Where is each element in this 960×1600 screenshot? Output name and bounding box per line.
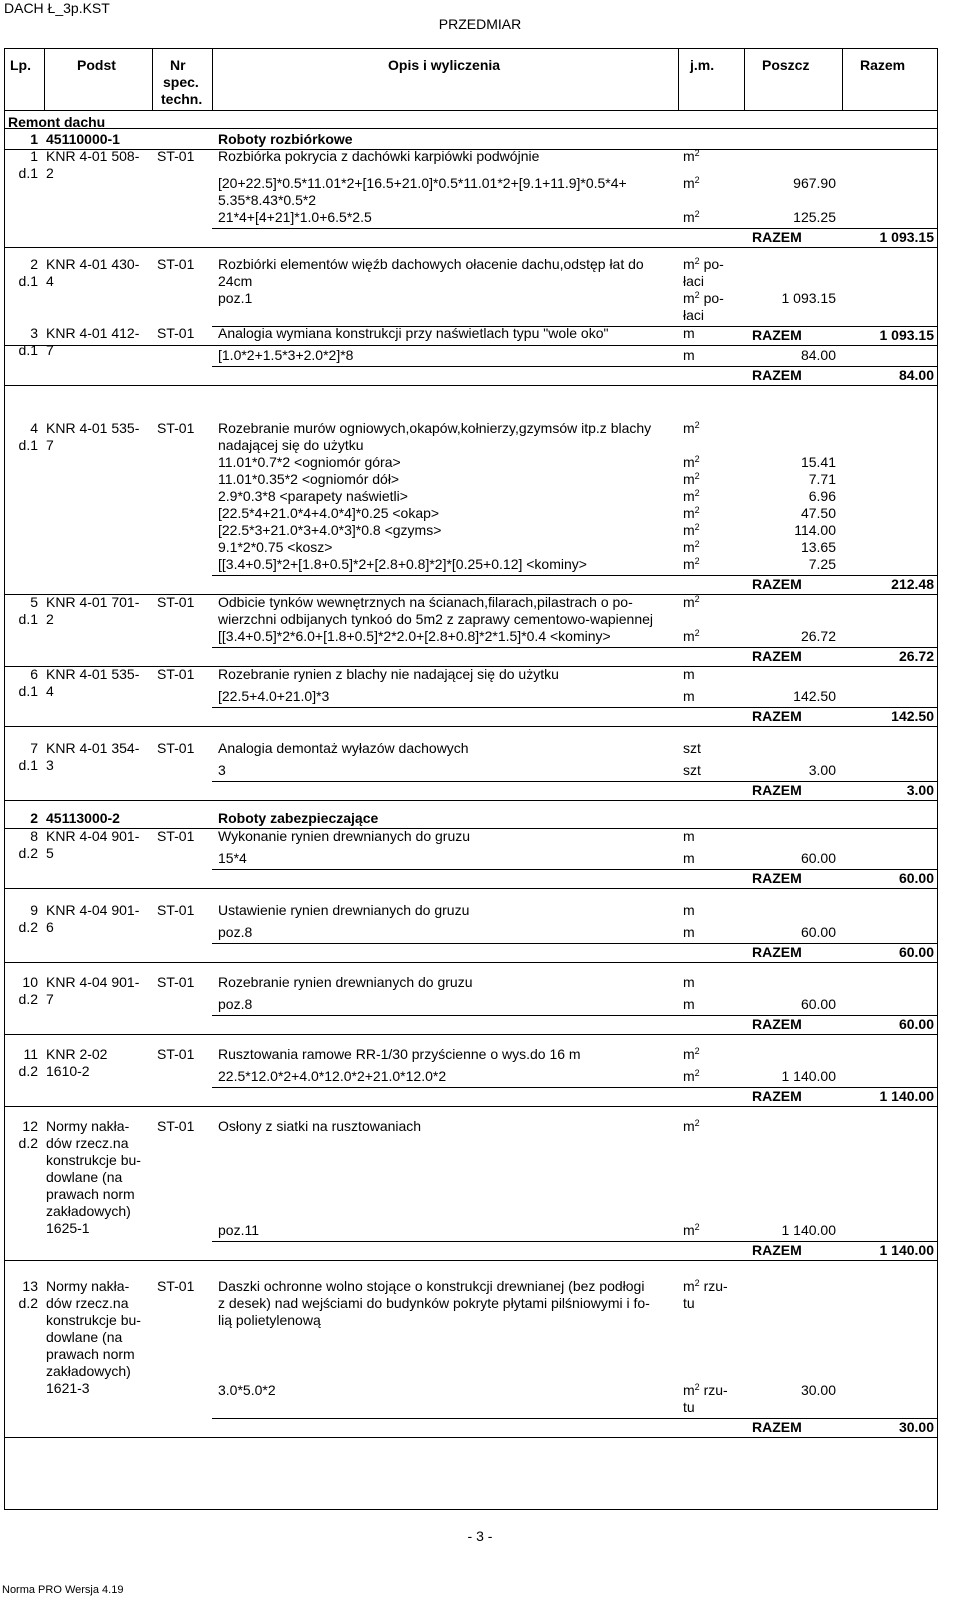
razem-label: RAZEM [752, 367, 802, 383]
razem-value: 84.00 [898, 367, 934, 383]
item-lp: 10 [22, 974, 38, 990]
item-lp: 13 [22, 1278, 38, 1294]
calc-text: 21*4+[4+21]*1.0+6.5*2.5 [218, 209, 372, 225]
item-spec: ST-01 [157, 666, 195, 682]
razem-label: RAZEM [752, 1242, 802, 1258]
calc-unit: m [683, 996, 695, 1012]
calc-unit: m [683, 850, 695, 866]
item-lp: d.2 [18, 1295, 38, 1311]
column-divider [152, 48, 153, 110]
razem-value: 26.72 [898, 648, 934, 664]
razem-label: RAZEM [752, 576, 802, 592]
row-divider [4, 1034, 938, 1035]
item-podstawa: konstrukcje bu- [46, 1152, 141, 1168]
item-spec: ST-01 [157, 1046, 195, 1062]
row-divider [212, 1015, 938, 1016]
calc-unit: $m^2$ [683, 628, 700, 644]
row-divider [4, 888, 938, 889]
item-podstawa: Normy nakła- [46, 1118, 130, 1134]
item-description: Rusztowania ramowe RR-1/30 przyścienne o wys.do 16 m [218, 1046, 581, 1062]
column-divider [678, 48, 679, 110]
calc-text: [[3.4+0.5]*2+[1.8+0.5]*2+[2.8+0.8]*2]*[0.25+0.12] <kominy> [218, 556, 587, 572]
razem-value: 60.00 [898, 870, 934, 886]
header-jm: j.m. [690, 57, 715, 73]
item-podstawa: 7 [46, 991, 54, 1007]
item-description: lią polietylenową [218, 1312, 321, 1328]
item-podstawa: 2 [46, 611, 54, 627]
item-unit: $m^2$ [683, 148, 700, 164]
item-spec: ST-01 [157, 594, 195, 610]
item-podstawa: konstrukcje bu- [46, 1312, 141, 1328]
item-lp: d.1 [18, 342, 38, 358]
item-podstawa: KNR 4-04 901- [46, 828, 140, 844]
calc-unit: szt [683, 762, 701, 778]
calc-unit-cont: tu [683, 1399, 695, 1415]
calc-unit: $m^2$ po- [683, 290, 724, 306]
razem-label: RAZEM [752, 782, 802, 798]
item-podstawa: 7 [46, 342, 54, 358]
calc-unit: $m^2$ [683, 454, 700, 470]
calc-value: 967.90 [793, 175, 836, 191]
item-podstawa: KNR 4-01 354- [46, 740, 140, 756]
calc-value: 114.00 [794, 522, 836, 538]
item-spec: ST-01 [157, 828, 195, 844]
item-unit-cont: łaci [683, 273, 705, 289]
item-description: z desek) nad wejściami do budynków pokryte płytami pilśniowymi i fo- [218, 1295, 650, 1311]
calc-value: 84.00 [800, 347, 836, 363]
razem-label: RAZEM [752, 229, 802, 245]
razem-value: 142.50 [891, 708, 934, 724]
header-poszcz: Poszcz [762, 57, 810, 73]
item-podstawa: 1621-3 [46, 1380, 90, 1396]
item-lp: 1 [30, 148, 38, 164]
row-divider [4, 800, 938, 801]
row-divider [212, 869, 938, 870]
razem-value: 30.00 [898, 1419, 934, 1435]
row-divider [212, 1087, 938, 1088]
item-unit: szt [683, 740, 701, 756]
group-code: 45110000-1 [46, 131, 120, 147]
item-podstawa: 5 [46, 845, 54, 861]
header-spec: spec. [163, 74, 199, 90]
calc-text: poz.8 [218, 996, 253, 1012]
calc-unit: m [683, 688, 695, 704]
item-spec: ST-01 [157, 974, 195, 990]
calc-value: 60.00 [800, 924, 836, 940]
item-podstawa: 2 [46, 165, 54, 181]
calc-value: 60.00 [800, 850, 836, 866]
razem-label: RAZEM [752, 1088, 802, 1104]
item-podstawa: 4 [46, 683, 54, 699]
calc-value: 7.25 [808, 556, 836, 572]
item-description: Rozbiórki elementów więźb dachowych ołacenie dachu,odstęp łat do [218, 256, 644, 272]
header-nr: Nr [170, 57, 186, 73]
razem-value: 1 140.00 [879, 1242, 934, 1258]
calc-text: 11.01*0.7*2 <ogniomór góra> [218, 454, 401, 470]
item-description: Daszki ochronne wolno stojące o konstrukcji drewnianej (bez podłogi [218, 1278, 645, 1294]
item-podstawa: KNR 2-02 [46, 1046, 108, 1062]
calc-unit: m [683, 347, 695, 363]
item-lp: 6 [30, 666, 38, 682]
item-unit: $m^2$ [683, 1046, 700, 1062]
item-lp: d.1 [18, 437, 38, 453]
razem-label: RAZEM [752, 1016, 802, 1032]
item-podstawa: 6 [46, 919, 54, 935]
razem-value: 60.00 [898, 944, 934, 960]
header-opis: Opis i wyliczenia [388, 57, 501, 73]
calc-unit: $m^2$ [683, 522, 700, 538]
calc-value: 60.00 [800, 996, 836, 1012]
razem-label: RAZEM [752, 944, 802, 960]
razem-label: RAZEM [752, 708, 802, 724]
item-unit: m [683, 828, 695, 844]
calc-unit: $m^2$ [683, 471, 700, 487]
calc-unit-cont: łaci [683, 307, 705, 323]
calc-text: [[3.4+0.5]*2*6.0+[1.8+0.5]*2*2.0+[2.8+0.8]*2*1.5]*0.4 <kominy> [218, 628, 611, 644]
item-podstawa: dów rzecz.na [46, 1295, 129, 1311]
item-lp: d.2 [18, 845, 38, 861]
item-lp: 11 [23, 1046, 38, 1062]
document-title: PRZEDMIAR [438, 16, 522, 32]
calc-value: 6.96 [808, 488, 836, 504]
item-spec: ST-01 [157, 325, 195, 341]
page-number: - 3 - [467, 1528, 493, 1544]
item-unit: m [683, 974, 695, 990]
row-divider [4, 247, 938, 248]
calc-text: 15*4 [218, 850, 247, 866]
item-podstawa: KNR 4-01 535- [46, 420, 140, 436]
item-unit-cont: tu [683, 1295, 695, 1311]
calc-text: [22.5+4.0+21.0]*3 [218, 688, 330, 704]
item-podstawa: Normy nakła- [46, 1278, 130, 1294]
row-divider [212, 707, 938, 708]
razem-label: RAZEM [752, 648, 802, 664]
calc-value: 1 140.00 [781, 1068, 836, 1084]
row-divider [4, 128, 938, 129]
item-description: wierzchni odbijanych tynkoó do 5m2 z zaprawy cementowo-wapiennej [218, 611, 654, 627]
group-lp: 1 [30, 131, 38, 147]
item-spec: ST-01 [157, 256, 195, 272]
group-lp: 2 [30, 810, 38, 826]
row-divider [4, 1106, 938, 1107]
column-divider [212, 48, 213, 110]
calc-unit: $m^2$ [683, 539, 700, 555]
item-podstawa: 1610-2 [46, 1063, 90, 1079]
calc-text: 9.1*2*0.75 <kosz> [218, 539, 333, 555]
row-divider [212, 781, 938, 782]
item-spec: ST-01 [157, 1278, 195, 1294]
item-lp: d.2 [18, 919, 38, 935]
item-lp: 2 [30, 256, 38, 272]
calc-unit: $m^2$ [683, 556, 700, 572]
calc-text: poz.11 [218, 1222, 259, 1238]
item-description: Wykonanie rynien drewnianych do gruzu [218, 828, 471, 844]
item-podstawa: KNR 4-04 901- [46, 974, 140, 990]
row-divider [212, 647, 938, 648]
item-description: Rozebranie rynien drewnianych do gruzu [218, 974, 473, 990]
item-spec: ST-01 [157, 740, 195, 756]
item-lp: 4 [30, 420, 38, 436]
group-code: 45113000-2 [46, 810, 120, 826]
item-unit: $m^2$ rzu- [683, 1278, 728, 1294]
calc-value: 142.50 [793, 688, 836, 704]
calc-value: 125.25 [793, 209, 836, 225]
column-divider [842, 48, 843, 110]
item-podstawa: KNR 4-01 508- [46, 148, 140, 164]
item-description: Rozbiórka pokrycia z dachówki karpiówki podwójnie [218, 148, 540, 164]
item-podstawa: KNR 4-01 430- [46, 256, 140, 272]
item-lp: 3 [30, 325, 38, 341]
item-unit: $m^2$ [683, 420, 700, 436]
row-divider [212, 575, 938, 576]
item-podstawa: prawach norm [46, 1186, 135, 1202]
header-techn: techn. [161, 91, 203, 107]
item-description: nadającej się do użytku [218, 437, 364, 453]
row-divider [212, 1241, 938, 1242]
item-unit: m [683, 902, 695, 918]
calc-text: 11.01*0.35*2 <ogniomór dół> [218, 471, 400, 487]
calc-text: 3 [218, 762, 226, 778]
item-lp: d.1 [18, 165, 38, 181]
row-divider [4, 345, 938, 346]
row-divider [4, 110, 938, 111]
row-divider [212, 1418, 938, 1419]
item-podstawa: KNR 4-04 901- [46, 902, 140, 918]
row-divider [4, 385, 938, 386]
item-lp: d.1 [18, 611, 38, 627]
item-description: Analogia demontaż wyłazów dachowych [218, 740, 469, 756]
item-lp: d.1 [18, 273, 38, 289]
item-podstawa: dowlane (na [46, 1329, 123, 1345]
row-divider [212, 366, 938, 367]
item-podstawa: 1625-1 [46, 1220, 90, 1236]
row-divider [212, 943, 938, 944]
item-podstawa: 7 [46, 437, 54, 453]
item-unit: m [683, 325, 695, 341]
calc-unit: $m^2$ [683, 175, 700, 191]
item-podstawa: dowlane (na [46, 1169, 123, 1185]
calc-unit: m [683, 924, 695, 940]
razem-value: 1 093.15 [879, 229, 934, 245]
calc-text: 5.35*8.43*0.5*2 [218, 192, 317, 208]
calc-value: 7.71 [808, 471, 836, 487]
razem-label: RAZEM [752, 1419, 802, 1435]
row-divider [4, 962, 938, 963]
razem-value: 3.00 [906, 782, 934, 798]
item-lp: 12 [22, 1118, 38, 1134]
group-title: Roboty zabezpieczające [218, 810, 379, 826]
item-podstawa: KNR 4-01 535- [46, 666, 140, 682]
item-spec: ST-01 [157, 1118, 195, 1134]
header-podst: Podst [77, 57, 116, 73]
row-divider [4, 48, 938, 49]
item-lp: d.2 [18, 1063, 38, 1079]
calc-value: 1 140.00 [781, 1222, 836, 1238]
calc-value: 1 093.15 [781, 290, 836, 306]
item-podstawa: 4 [46, 273, 54, 289]
column-divider [744, 48, 745, 110]
calc-text: 3.0*5.0*2 [218, 1382, 276, 1398]
calc-unit: $m^2$ rzu- [683, 1382, 728, 1398]
item-lp: 7 [30, 740, 38, 756]
item-lp: 9 [30, 902, 38, 918]
razem-value: 60.00 [898, 1016, 934, 1032]
column-divider [44, 48, 45, 110]
item-unit: $m^2$ [683, 1118, 700, 1134]
group-title: Roboty rozbiórkowe [218, 131, 353, 147]
calc-text: [1.0*2+1.5*3+2.0*2]*8 [218, 347, 354, 363]
item-unit: m [683, 666, 695, 682]
calc-text: poz.1 [218, 290, 253, 306]
razem-value: 1 140.00 [879, 1088, 934, 1104]
row-divider [4, 828, 938, 829]
calc-unit: $m^2$ [683, 488, 700, 504]
item-description: Odbicie tynków wewnętrznych na ścianach,filarach,pilastrach o po- [218, 594, 633, 610]
file-name: DACH Ł_3p.KST [4, 0, 110, 16]
item-unit: $m^2$ po- [683, 256, 724, 272]
section-title: Remont dachu [8, 114, 106, 130]
item-podstawa: 3 [46, 757, 54, 773]
calc-text: [22.5*3+21.0*3+4.0*3]*0.8 <gzyms> [218, 522, 442, 538]
item-podstawa: prawach norm [46, 1346, 135, 1362]
item-unit: $m^2$ [683, 594, 700, 610]
item-lp: d.2 [18, 1135, 38, 1151]
row-divider [4, 1260, 938, 1261]
calc-text: poz.8 [218, 924, 253, 940]
calc-text: 22.5*12.0*2+4.0*12.0*2+21.0*12.0*2 [218, 1068, 447, 1084]
calc-value: 47.50 [800, 505, 836, 521]
item-lp: 8 [30, 828, 38, 844]
calc-text: [22.5*4+21.0*4+4.0*4]*0.25 <okap> [218, 505, 440, 521]
item-podstawa: KNR 4-01 701- [46, 594, 140, 610]
row-divider [4, 1437, 938, 1438]
item-spec: ST-01 [157, 148, 195, 164]
item-lp: d.1 [18, 683, 38, 699]
calc-unit: $m^2$ [683, 1222, 700, 1238]
row-divider [4, 726, 938, 727]
calc-value: 30.00 [800, 1382, 836, 1398]
item-podstawa: KNR 4-01 412- [46, 325, 140, 341]
item-spec: ST-01 [157, 902, 195, 918]
razem-value: 1 093.15 [879, 327, 934, 343]
calc-unit: $m^2$ [683, 505, 700, 521]
item-lp: 5 [30, 594, 38, 610]
item-lp: d.2 [18, 991, 38, 1007]
razem-label: RAZEM [752, 327, 802, 343]
calc-unit: $m^2$ [683, 1068, 700, 1084]
item-description: Osłony z siatki na rusztowaniach [218, 1118, 422, 1134]
row-divider [212, 228, 938, 229]
calc-unit: $m^2$ [683, 209, 700, 225]
item-lp: d.1 [18, 757, 38, 773]
calc-text: [20+22.5]*0.5*11.01*2+[16.5+21.0]*0.5*11.01*2+[9.1+11.9]*0.5*4+ [218, 175, 627, 191]
calc-value: 3.00 [808, 762, 836, 778]
item-podstawa: zakładowych) [46, 1363, 131, 1379]
item-spec: ST-01 [157, 420, 195, 436]
item-description: 24cm [218, 273, 253, 289]
footer-software: Norma PRO Wersja 4.19 [2, 1584, 124, 1596]
item-description: Rozebranie rynien z blachy nie nadającej się do użytku [218, 666, 559, 682]
header-razem: Razem [860, 57, 906, 73]
item-description: Ustawienie rynien drewnianych do gruzu [218, 902, 470, 918]
header-lp: Lp. [10, 57, 31, 73]
calc-value: 26.72 [800, 628, 836, 644]
calc-text: 2.9*0.3*8 <parapety naświetli> [218, 488, 408, 504]
item-description: Analogia wymiana konstrukcji przy naświetlach typu "wole oko" [218, 325, 609, 341]
item-description: Rozebranie murów ogniowych,okapów,kołnierzy,gzymsów itp.z blachy [218, 420, 652, 436]
calc-value: 15.41 [800, 454, 836, 470]
razem-label: RAZEM [752, 870, 802, 886]
item-podstawa: zakładowych) [46, 1203, 131, 1219]
calc-value: 13.65 [800, 539, 836, 555]
item-podstawa: dów rzecz.na [46, 1135, 129, 1151]
razem-value: 212.48 [891, 576, 934, 592]
